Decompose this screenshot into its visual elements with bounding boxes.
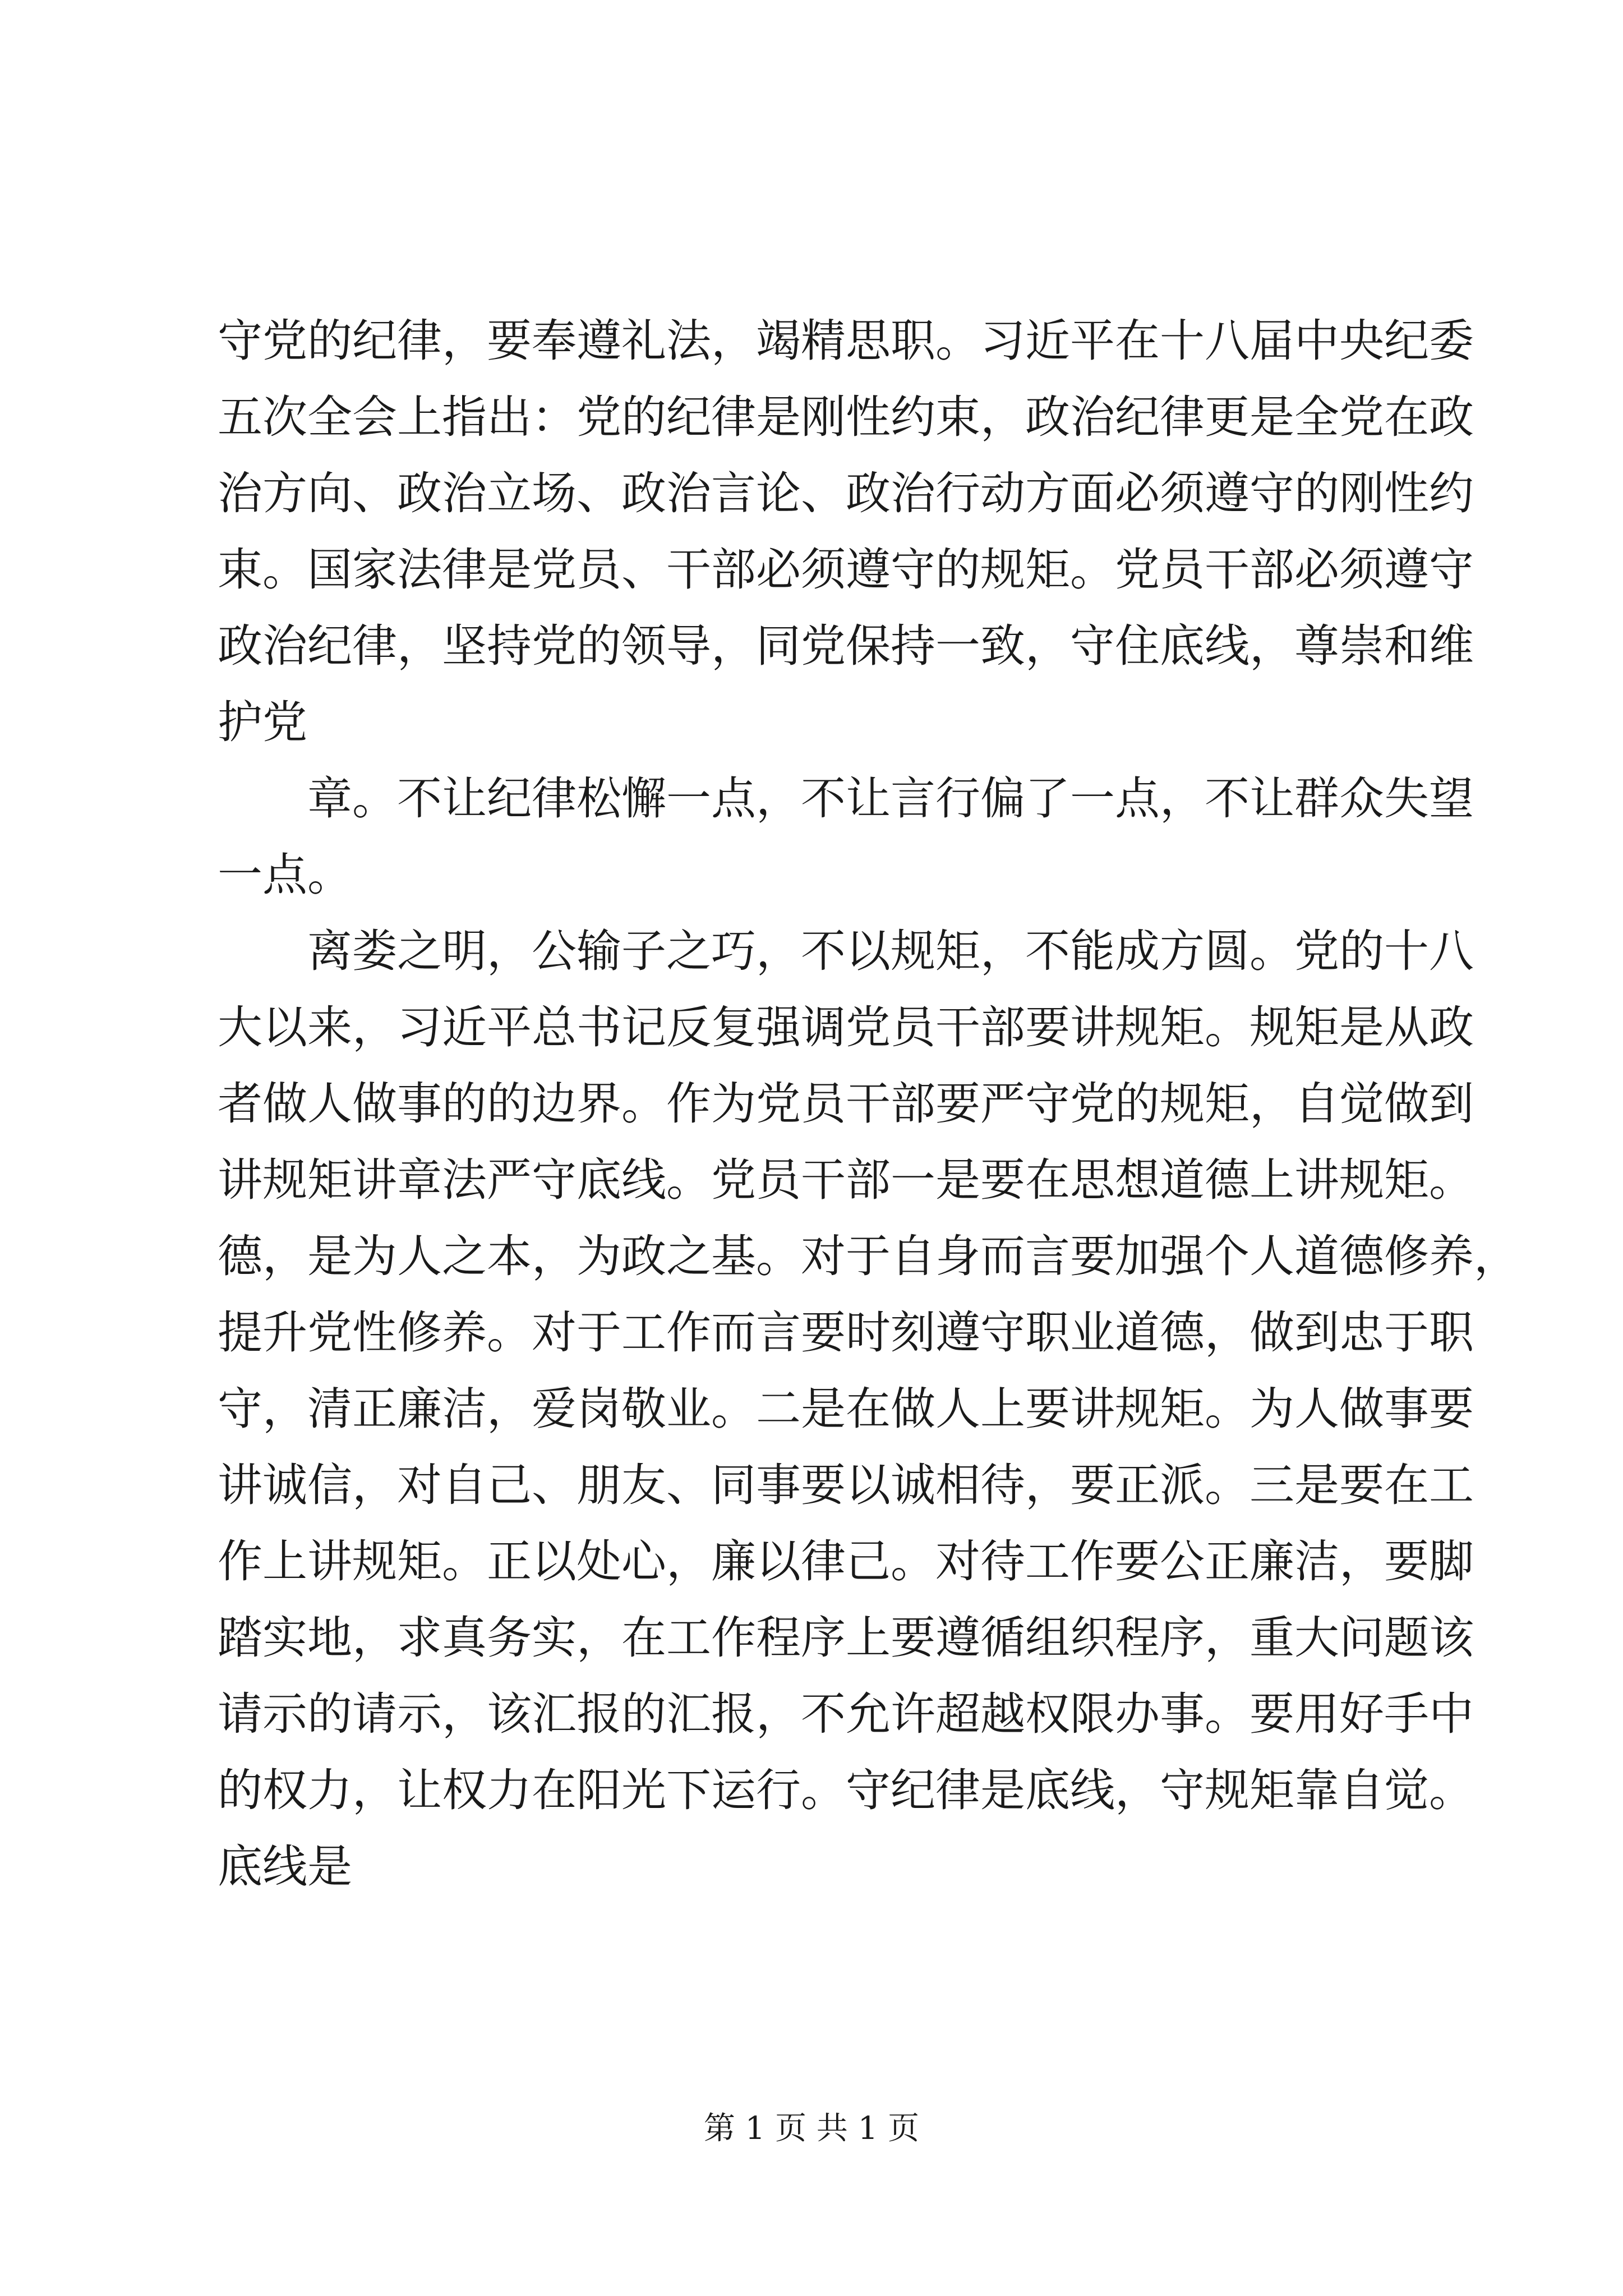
document-body <box>218 303 1519 1905</box>
paragraph-3 <box>218 913 1519 1905</box>
text-line: 大以来，习近平总书记反复强调党员干部要讲规矩。规矩是从政 <box>218 1001 1474 1053</box>
text-line: 提升党性修养。对于工作而言要时刻遵守职业道德，做到忠于职 <box>218 1306 1474 1359</box>
text-line: 离娄之明，公输子之巧，不以规矩，不能成方圆。党的十八 <box>218 925 1474 977</box>
paragraph-1 <box>218 303 1474 761</box>
page-number: 第 1 页 共 1 页 <box>703 2110 920 2147</box>
text-line: 踏实地，求真务实，在工作程序上要遵循组织程序，重大问题该 <box>218 1612 1474 1664</box>
text-line: 底线是 <box>218 1841 352 1893</box>
text-line: 的权力，让权力在阳光下运行。守纪律是底线，守规矩靠自觉。 <box>218 1764 1474 1816</box>
text-line: 讲规矩讲章法严守底线。党员干部一是要在思想道德上讲规矩。 <box>218 1154 1474 1206</box>
text-line: 五次全会上指出：党的纪律是刚性约束，政治纪律更是全党在政 <box>218 391 1474 443</box>
text-line: 章。不让纪律松懈一点，不让言行偏了一点，不让群众失望 <box>218 772 1474 825</box>
text-line: 守，清正廉洁，爱岗敬业。二是在做人上要讲规矩。为人做事要 <box>218 1383 1474 1435</box>
paragraph-2 <box>218 761 1474 913</box>
text-line: 讲诚信，对自己、朋友、同事要以诚相待，要正派。三是要在工 <box>218 1459 1474 1511</box>
text-line: 政治纪律，坚持党的领导，同党保持一致，守住底线，尊崇和维 <box>218 620 1474 672</box>
text-line: 请示的请示，该汇报的汇报，不允许超越权限办事。要用好手中 <box>218 1688 1474 1740</box>
text-line: 作上讲规矩。正以处心，廉以律己。对待工作要公正廉洁，要脚 <box>218 1535 1474 1588</box>
text-line: 束。国家法律是党员、干部必须遵守的规矩。党员干部必须遵守 <box>218 544 1474 596</box>
text-line: 德，是为人之本，为政之基。对于自身而言要加强个人道德修养， <box>218 1230 1519 1282</box>
text-line: 者做人做事的的边界。作为党员干部要严守党的规矩，自觉做到 <box>218 1078 1474 1130</box>
text-line: 护党 <box>218 696 307 748</box>
text-line: 守党的纪律，要奉遵礼法，竭精思职。习近平在十八届中央纪委 <box>218 315 1474 367</box>
page-footer <box>0 2106 1623 2151</box>
text-line: 治方向、政治立场、政治言论、政治行动方面必须遵守的刚性约 <box>218 467 1474 519</box>
text-line: 一点。 <box>218 849 352 901</box>
